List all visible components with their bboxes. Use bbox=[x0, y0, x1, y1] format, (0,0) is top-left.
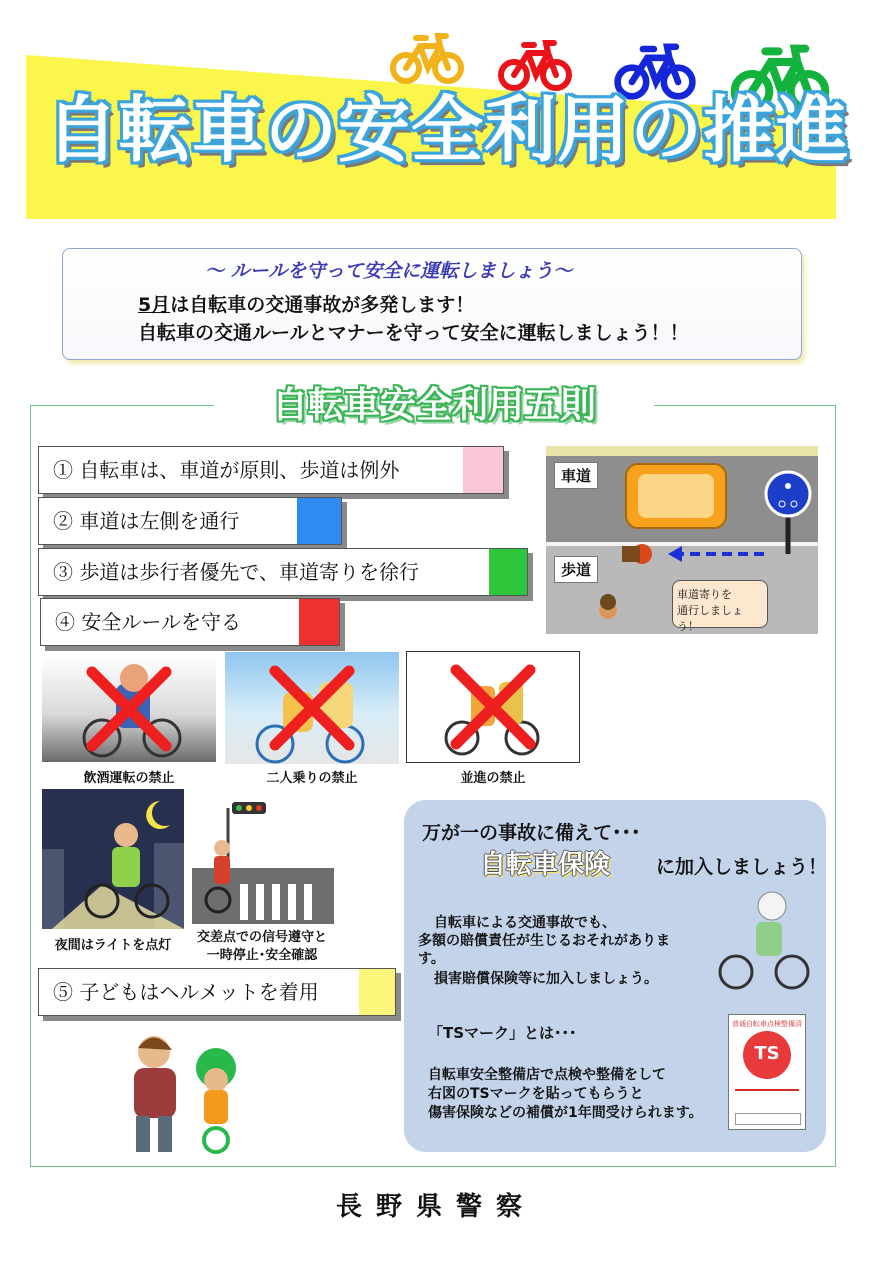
drunk-riding-image bbox=[42, 656, 216, 762]
prohibited-x-icon bbox=[267, 663, 357, 753]
rule-4 bbox=[40, 598, 340, 646]
insurance-body-4: 損害賠償保険等に加入しましょう。 bbox=[434, 971, 658, 987]
insurance-body-1: 自転車による交通事故でも、 bbox=[434, 915, 616, 931]
drunk-riding-caption: 飲酒運転の禁止 bbox=[83, 771, 175, 786]
crossing-illustration bbox=[192, 800, 334, 924]
rule-3-swatch bbox=[489, 549, 527, 595]
subtitle-line-2: 自転車の交通ルールとマナーを守って安全に運転しましょう！！ bbox=[138, 322, 689, 344]
callout-line-2: 通行しましょう！ bbox=[677, 604, 743, 633]
sidewalk-label: 歩道 bbox=[554, 556, 598, 583]
night-riding-illustration bbox=[42, 789, 184, 929]
insurance-body-3: す。 bbox=[418, 951, 445, 967]
side-by-side-caption: 並進の禁止 bbox=[460, 771, 526, 786]
rule-5-label: ⑤ 子どもはヘルメットを着用 bbox=[53, 980, 319, 1004]
ts-mark-title: 「TSマーク」とは･･･ bbox=[428, 1024, 577, 1042]
rule-1-label: ① 自転車は、車道が原則、歩道は例外 bbox=[53, 458, 400, 482]
page-title: 自転車の安全利用の推進 bbox=[46, 88, 850, 172]
footer-issuer: 長野県警察 bbox=[335, 1192, 536, 1222]
rule-1 bbox=[38, 446, 504, 494]
crossing-caption-line-1: 交差点での信号遵守と bbox=[196, 930, 327, 945]
crossing-caption-line-2: 一時停止･安全確認 bbox=[206, 948, 318, 963]
rule-4-swatch bbox=[299, 599, 339, 645]
road-diagram bbox=[546, 446, 818, 634]
rule-2-swatch bbox=[297, 498, 341, 544]
night-riding-image bbox=[42, 789, 184, 929]
ts-mark-card bbox=[728, 1014, 806, 1130]
ts-body-3: 傷害保険などの補償が1年間受けられます。 bbox=[428, 1105, 703, 1121]
ts-body-1: 自転車安全整備店で点検や整備をして bbox=[428, 1067, 666, 1083]
road-label: 車道 bbox=[554, 462, 598, 489]
insurance-body-2: 多額の賠償責任が生じるおそれがありま bbox=[418, 933, 670, 949]
rule-5-swatch bbox=[359, 969, 395, 1015]
callout-line-1: 車道寄りを bbox=[677, 588, 732, 601]
rule-1-swatch bbox=[463, 447, 503, 493]
rule-4-label: ④ 安全ルールを守る bbox=[55, 610, 241, 634]
callout-bubble bbox=[672, 580, 768, 633]
subtitle-line-1 bbox=[138, 290, 474, 317]
ts-card-text: 普通自転車点検整備済 bbox=[732, 1020, 802, 1028]
ts-logo-text: TS bbox=[754, 1043, 780, 1064]
two-riders-image bbox=[225, 652, 399, 764]
night-riding-caption: 夜間はライトを点灯 bbox=[54, 938, 172, 953]
insurance-panel bbox=[404, 800, 826, 1152]
crossing-caption bbox=[184, 929, 340, 965]
rule-2 bbox=[38, 497, 342, 545]
insurance-highlight: 自転車保険 bbox=[480, 850, 611, 880]
subtitle-line-1-rest: は自転車の交通事故が多発します！ bbox=[170, 294, 475, 316]
ts-card-field bbox=[735, 1113, 801, 1125]
ts-logo-icon bbox=[743, 1031, 791, 1079]
prohibited-x-icon bbox=[84, 664, 174, 754]
rule-5 bbox=[38, 968, 396, 1016]
helmet-child-illustration bbox=[118, 1028, 254, 1158]
crossing-image bbox=[192, 800, 334, 924]
rule-2-label: ② 車道は左側を通行 bbox=[53, 509, 240, 533]
prohibited-x-icon bbox=[448, 662, 538, 752]
subtitle-heading: ～ ルールを守って安全に運転しましょう～ bbox=[205, 260, 573, 282]
rules-heading: 自転車安全利用五則 bbox=[214, 380, 654, 432]
insurance-join: に加入しましょう！ bbox=[656, 856, 828, 878]
helmet-rider-illustration bbox=[716, 888, 812, 992]
side-by-side-image bbox=[406, 651, 580, 763]
two-riders-caption: 二人乗りの禁止 bbox=[266, 771, 358, 786]
ts-card-rule bbox=[735, 1089, 799, 1091]
ts-body-2: 右図のTSマークを貼ってもらうと bbox=[428, 1086, 644, 1102]
insurance-lead: 万が一の事故に備えて･･･ bbox=[422, 822, 641, 844]
rule-3 bbox=[38, 548, 528, 596]
may-emphasis: 5月 bbox=[138, 294, 171, 316]
rule-3-label: ③ 歩道は歩行者優先で、車道寄りを徐行 bbox=[53, 560, 419, 584]
